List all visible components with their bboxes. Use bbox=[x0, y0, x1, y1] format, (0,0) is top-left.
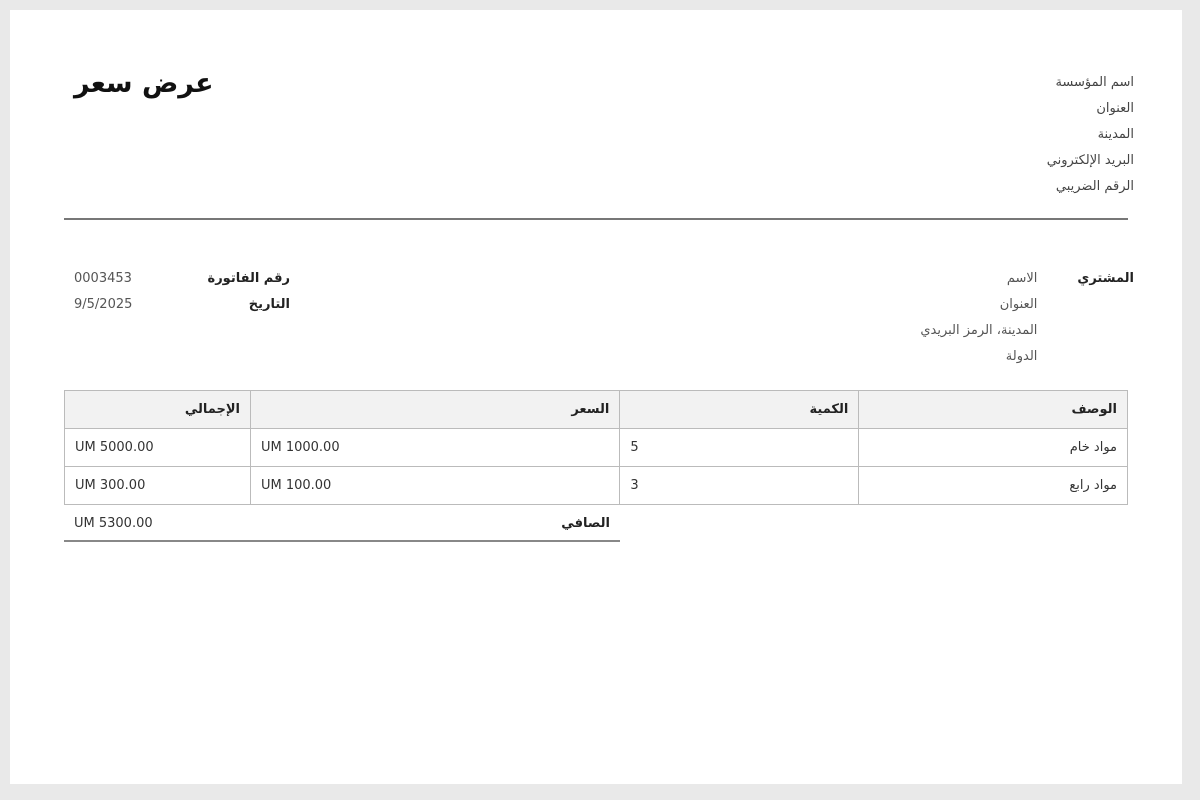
company-email: البريد الإلكتروني bbox=[1046, 153, 1134, 168]
cell-price: UM 100.00 bbox=[250, 467, 619, 505]
items-table-header bbox=[65, 391, 1128, 429]
table-row bbox=[65, 429, 1128, 467]
net-total-row bbox=[64, 508, 620, 542]
cell-quantity: 5 bbox=[620, 429, 859, 467]
header-total: الإجمالي bbox=[65, 391, 251, 429]
header-price: السعر bbox=[250, 391, 619, 429]
buyer-name: الاسم bbox=[1006, 271, 1038, 286]
buyer-heading: المشتري bbox=[1077, 271, 1134, 286]
cell-description: مواد خام bbox=[859, 429, 1128, 467]
invoice-number-row bbox=[74, 266, 290, 292]
buyer-address: العنوان bbox=[999, 297, 1038, 312]
header-divider bbox=[64, 218, 1128, 220]
invoice-date-label: التاريخ bbox=[248, 297, 290, 312]
company-city: المدينة bbox=[1097, 127, 1134, 142]
buyer-info bbox=[920, 266, 1134, 370]
quotation-sheet bbox=[10, 10, 1182, 784]
buyer-country: الدولة bbox=[1005, 349, 1038, 364]
company-address: العنوان bbox=[1096, 101, 1134, 116]
company-tax-number: الرقم الضريبي bbox=[1055, 179, 1134, 194]
header-description: الوصف bbox=[859, 391, 1128, 429]
cell-total: UM 5000.00 bbox=[65, 429, 251, 467]
document-title: عرض سعر bbox=[74, 68, 214, 99]
company-name: اسم المؤسسة bbox=[1055, 75, 1134, 90]
table-row bbox=[65, 467, 1128, 505]
net-total-label: الصافي bbox=[561, 516, 610, 531]
invoice-date-row bbox=[74, 292, 290, 318]
invoice-number-label: رقم الفاتورة bbox=[207, 271, 290, 286]
buyer-city-postcode: المدينة، الرمز البريدي bbox=[920, 323, 1038, 338]
cell-description: مواد رابع bbox=[859, 467, 1128, 505]
company-info bbox=[1047, 70, 1134, 200]
cell-total: UM 300.00 bbox=[65, 467, 251, 505]
buyer-fields bbox=[920, 266, 1037, 370]
cell-price: UM 1000.00 bbox=[250, 429, 619, 467]
invoice-number-value: 0003453 bbox=[74, 271, 132, 286]
header-quantity: الكمية bbox=[620, 391, 859, 429]
invoice-meta bbox=[74, 266, 290, 318]
cell-quantity: 3 bbox=[620, 467, 859, 505]
invoice-date-value: 9/5/2025 bbox=[74, 297, 133, 312]
net-total-value: UM 5300.00 bbox=[74, 516, 153, 531]
items-table bbox=[64, 390, 1128, 505]
